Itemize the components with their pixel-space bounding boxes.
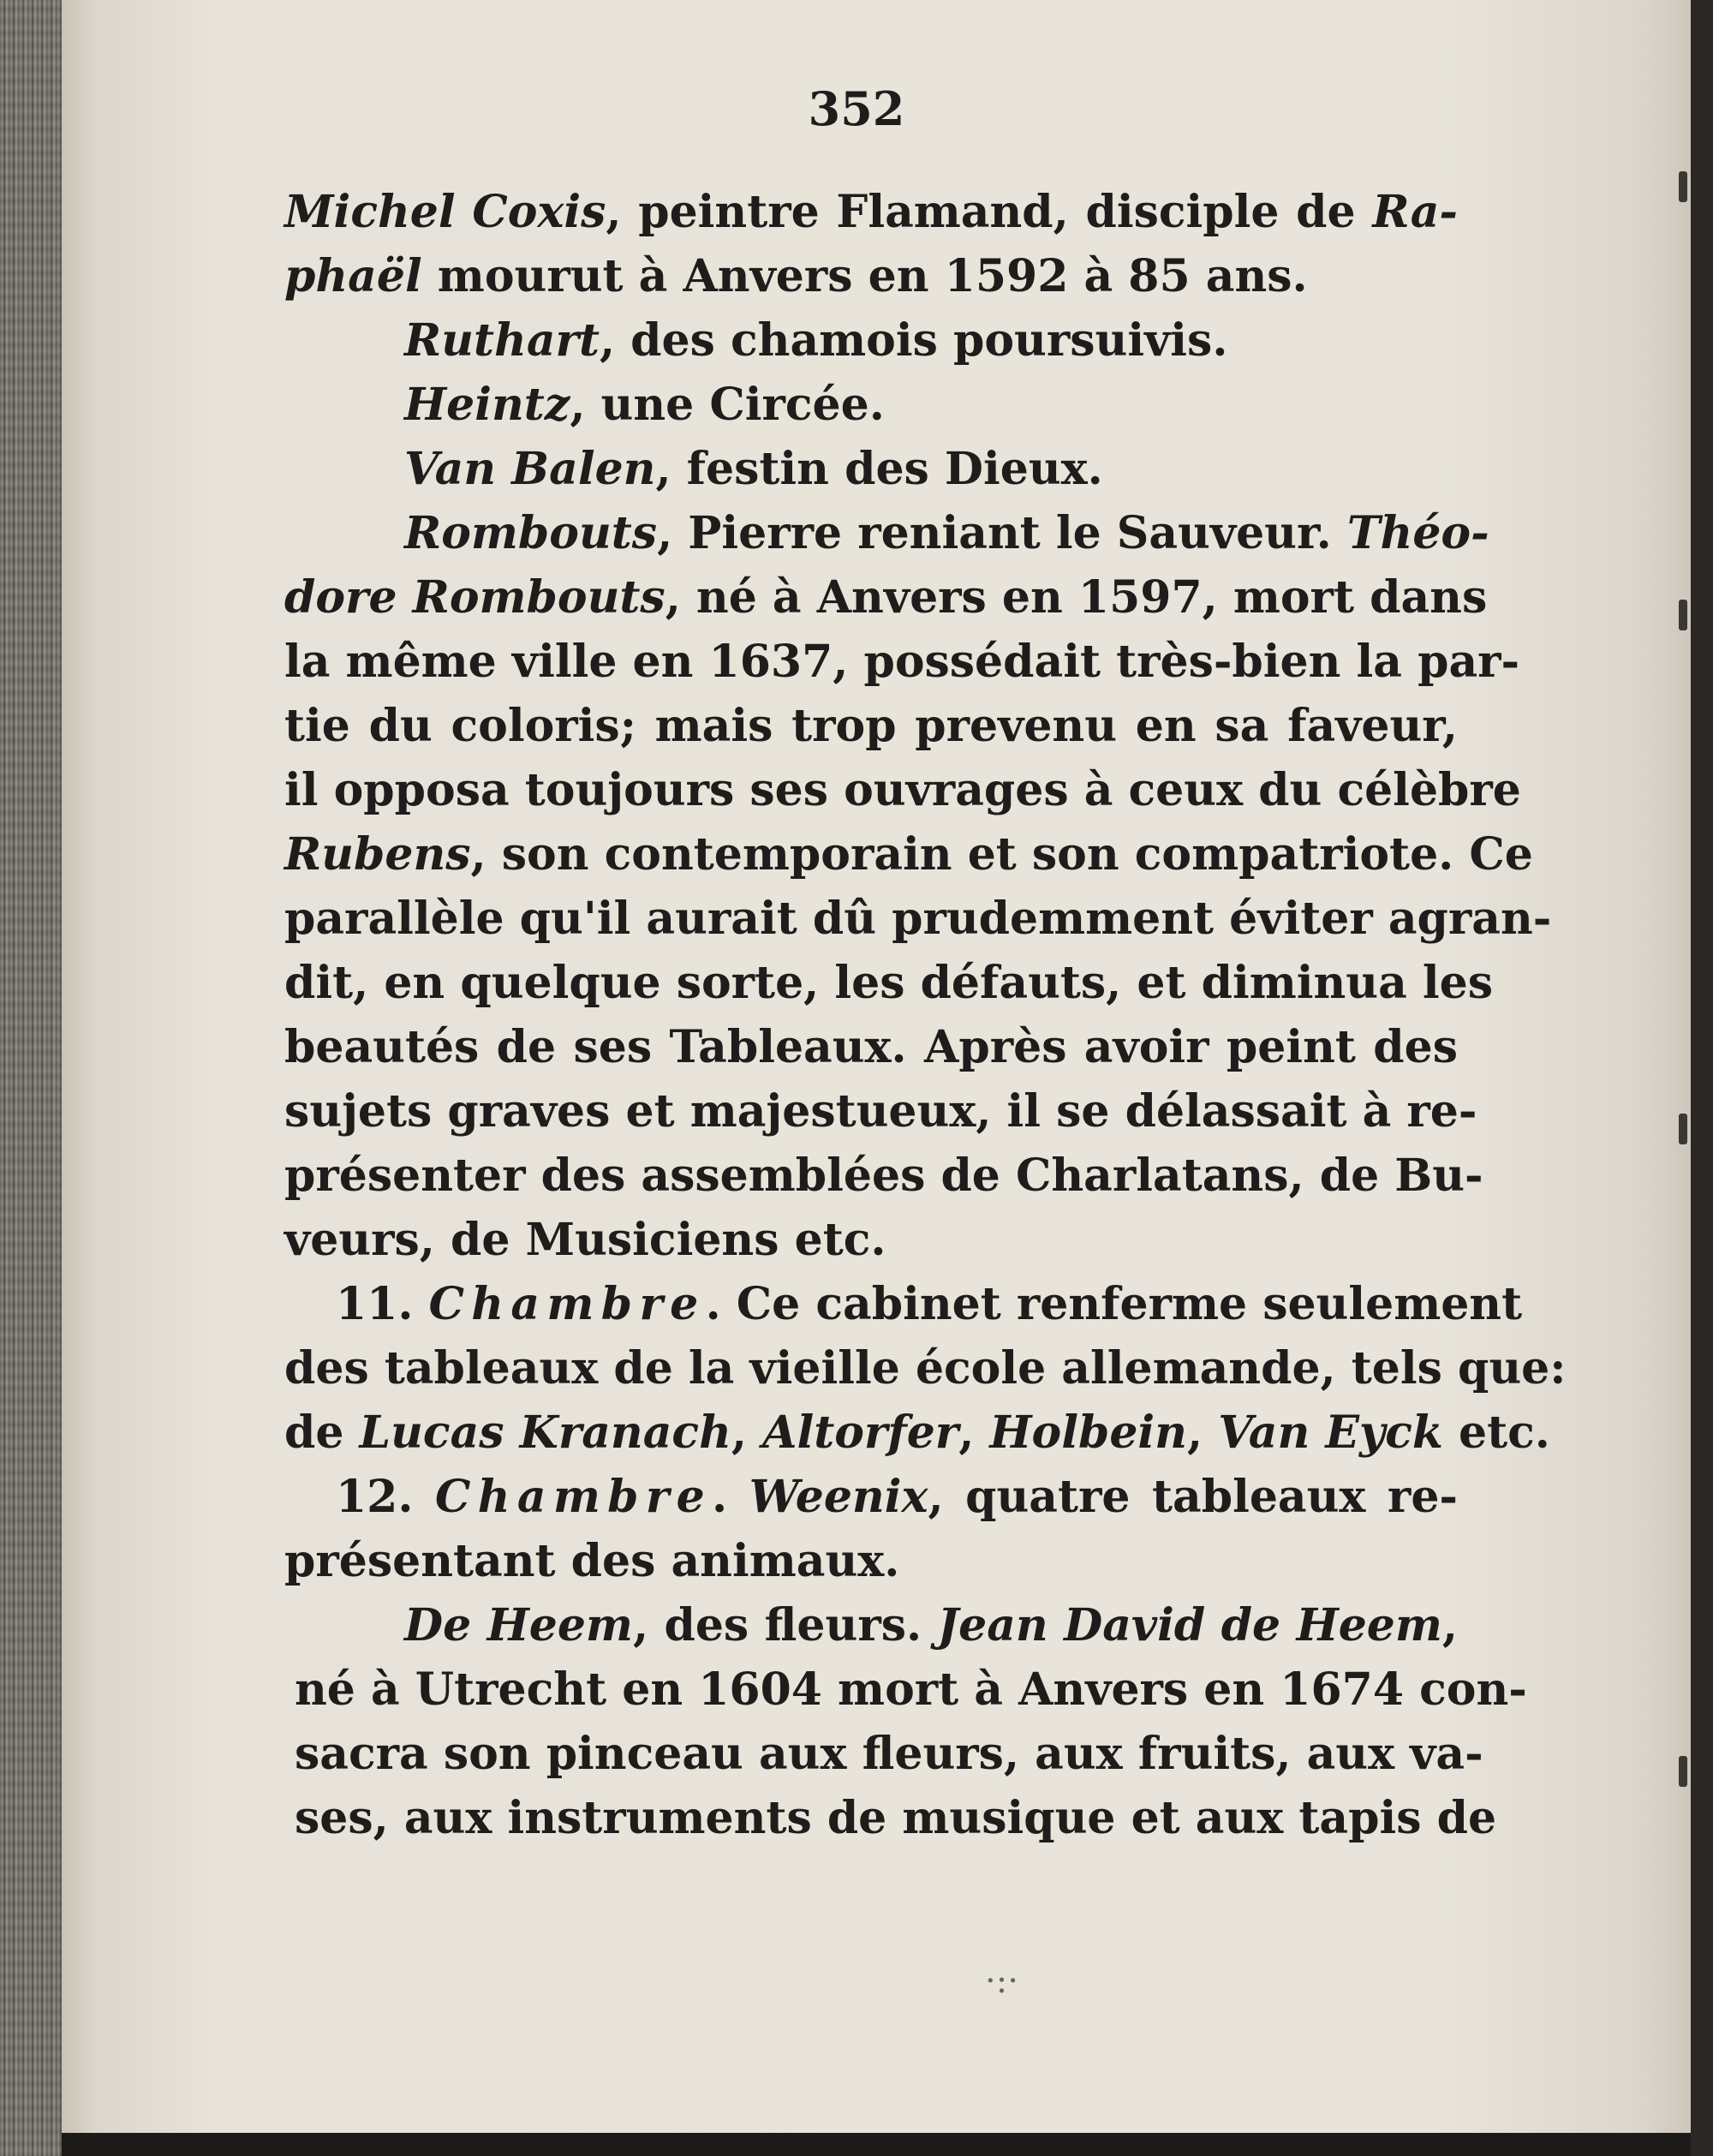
text-segment: ses, aux instruments de musique et aux tapis de	[295, 1792, 1497, 1844]
italic-segment: Ruthart	[404, 314, 600, 367]
italic-segment: Holbein	[989, 1406, 1187, 1459]
text-line	[284, 1529, 1458, 1593]
text-segment: ,	[731, 1406, 763, 1459]
text-line	[284, 1786, 1497, 1850]
text-line	[284, 1401, 1550, 1465]
binding-thread-mark	[1679, 1114, 1687, 1144]
binding-thread-mark	[1679, 1756, 1687, 1787]
text-segment: présenter des assemblées de Charlatans, de Bu-	[284, 1150, 1483, 1202]
text-line	[284, 437, 1458, 501]
text-segment: , quatre tableaux re-	[928, 1471, 1458, 1523]
binding-thread-mark	[1679, 600, 1687, 630]
text-segment: , Pierre reniant le Sauveur.	[657, 507, 1347, 559]
text-line	[284, 887, 1552, 951]
text-segment: mourut à Anvers en 1592 à 85 ans.	[421, 250, 1308, 302]
italic-segment: De Heem	[404, 1599, 633, 1651]
page-number: 352	[808, 81, 905, 136]
text-segment: il opposa toujours ses ouvrages à ceux du célèbre	[284, 764, 1521, 816]
text-segment: , né à Anvers en 1597, mort dans	[665, 571, 1488, 624]
text-line	[284, 308, 1458, 373]
italic-segment: Van Balen	[404, 443, 656, 495]
italic-segment: phaël	[284, 250, 422, 302]
text-segment: sacra son pinceau aux fleurs, aux fruits, aux va-	[295, 1728, 1483, 1780]
italic-segment: Lucas Kranach	[359, 1406, 731, 1459]
text-segment: la même ville en 1637, possédait très-bien la par-	[284, 636, 1520, 688]
text-segment: ,	[1186, 1406, 1219, 1459]
text-segment: .	[711, 1471, 749, 1523]
italic-segment: Jean David de Heem	[937, 1599, 1442, 1651]
text-segment: , des fleurs.	[632, 1599, 938, 1651]
text-line	[284, 1722, 1483, 1786]
text-line	[284, 822, 1533, 887]
text-segment: de	[284, 1406, 360, 1459]
body-text	[284, 180, 1567, 1850]
text-segment: veurs, de Musiciens etc.	[284, 1214, 886, 1266]
text-segment: des tableaux de la vieille école allemande, tels que:	[284, 1342, 1567, 1395]
text-line	[284, 694, 1458, 758]
italic-segment: Weenix	[749, 1471, 928, 1523]
text-segment: parallèle qu'il aurait dû prudemment éviter agran-	[284, 893, 1552, 945]
text-segment: , festin des Dieux.	[655, 443, 1103, 495]
text-line	[284, 951, 1494, 1015]
text-segment: sujets graves et majestueux, il se délassait à re-	[284, 1085, 1477, 1138]
text-segment: , son contemporain et son compatriote. Ce	[470, 828, 1533, 881]
text-line	[284, 1465, 1458, 1529]
binding-edge	[1691, 0, 1713, 2156]
text-segment: 12.	[336, 1471, 435, 1523]
text-line	[284, 501, 1489, 565]
italic-segment: Van Eyck	[1218, 1406, 1443, 1459]
italic-segment: Rombouts	[404, 507, 658, 559]
italic-segment: Chambre	[428, 1278, 706, 1330]
text-line	[284, 1657, 1527, 1722]
text-segment: etc.	[1442, 1406, 1550, 1459]
italic-segment: Chambre	[434, 1471, 712, 1523]
text-line	[284, 758, 1521, 822]
text-segment: dit, en quelque sorte, les défauts, et diminua les	[284, 957, 1494, 1009]
text-segment: né à Utrecht en 1604 mort à Anvers en 1674 con-	[295, 1663, 1527, 1716]
text-segment: . Ce cabinet renferme seulement	[705, 1278, 1523, 1330]
text-line	[284, 180, 1458, 244]
italic-segment: Ra-	[1372, 186, 1458, 238]
text-line	[284, 565, 1488, 630]
text-line	[284, 630, 1520, 694]
text-line	[284, 373, 1458, 437]
text-segment: beautés de ses Tableaux. Après avoir peint des	[284, 1021, 1458, 1073]
text-line	[284, 1208, 1458, 1272]
text-segment: tie du coloris; mais trop prevenu en sa faveur,	[284, 700, 1458, 752]
text-segment: , des chamois poursuivis.	[599, 314, 1228, 367]
binding-thread-mark	[1679, 171, 1687, 202]
text-segment: ,	[958, 1406, 990, 1459]
text-line	[284, 244, 1458, 308]
text-line	[284, 1593, 1458, 1657]
text-segment: , une Circée.	[570, 379, 885, 431]
text-segment: présentant des animaux.	[284, 1535, 900, 1587]
italic-segment: Heintz	[404, 379, 570, 431]
page-stack-shading	[0, 0, 62, 2156]
text-line	[284, 1272, 1523, 1336]
text-line	[284, 1015, 1458, 1079]
text-segment: 11.	[336, 1278, 429, 1330]
text-line	[284, 1079, 1477, 1144]
text-line	[284, 1144, 1483, 1208]
text-segment: , peintre Flamand, disciple de	[606, 186, 1373, 238]
italic-segment: Théo-	[1346, 507, 1489, 559]
italic-segment: Rubens	[284, 828, 471, 881]
italic-segment: Michel Coxis	[284, 186, 606, 238]
text-segment: ,	[1441, 1599, 1458, 1651]
italic-segment: dore Rombouts	[284, 571, 666, 624]
text-line	[284, 1336, 1567, 1401]
ink-speck: ·:·	[985, 1962, 1018, 2001]
italic-segment: Altorfer	[762, 1406, 959, 1459]
